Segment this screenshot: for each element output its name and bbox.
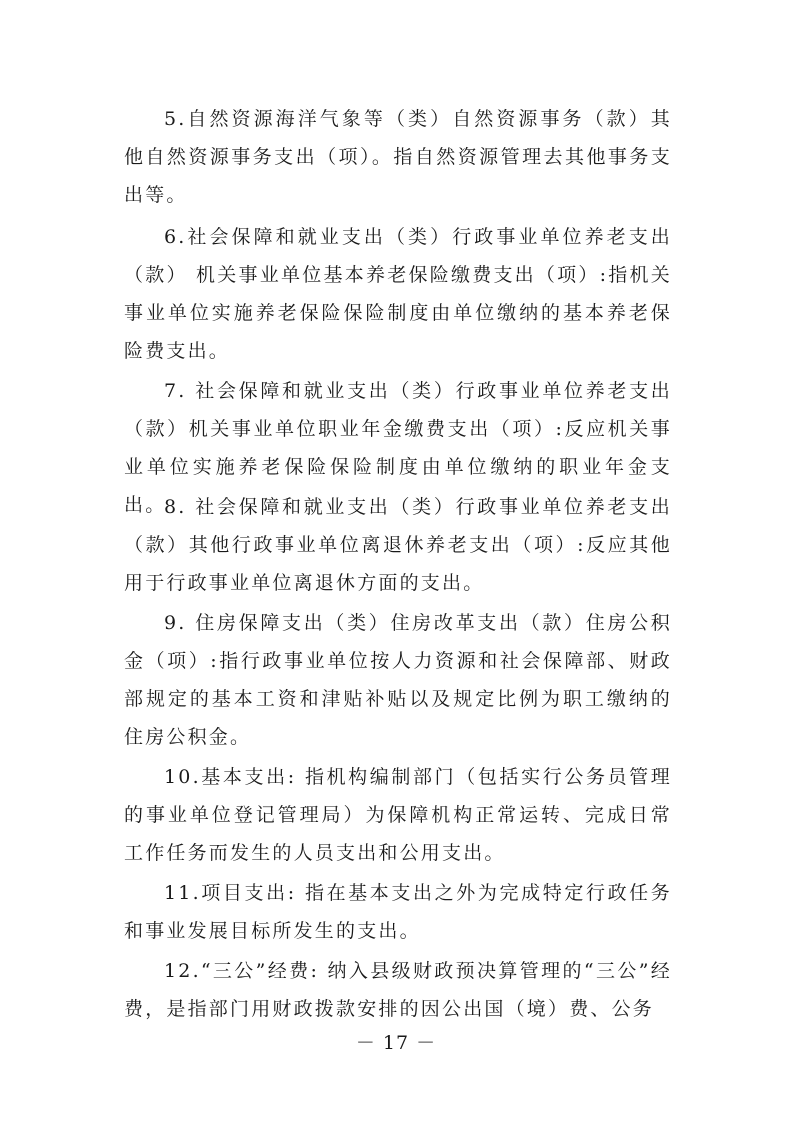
paragraph-item-12: 12.“三公”经费: 纳入县级财政预决算管理的“三公”经费，是指部门用财政拨款安排的因公出国（境）费、公务 [124,960,672,1020]
paragraph-item-11: 11.项目支出: 指在基本支出之外为完成特定行政任务和事业发展目标所发生的支出。 [124,882,672,942]
paragraph-item-10: 10.基本支出: 指机构编制部门（包括实行公务员管理的事业单位登记管理局）为保障机构正常运转、完成日常工作任务而发生的人员支出和公用支出。 [124,766,672,864]
paragraph-item-6: 6.社会保障和就业支出（类）行政事业单位养老支出（款） 机关事业单位基本养老保险缴费支出（项）:指机关事业单位实施养老保险保险制度由单位缴纳的基本养老保险费支出。 [124,226,672,362]
page-number: － 17 － [355,1032,437,1054]
paragraph-item-7: 7. 社会保障和就业支出（类）行政事业单位养老支出（款）机关事业单位职业年金缴费支出（项）:反应机关事业单位实施养老保险保险制度由单位缴纳的职业年金支出。 [124,380,672,516]
paragraph-item-8: 8. 社会保障和就业支出（类）行政事业单位养老支出（款）其他行政事业单位离退休养老支出（项）:反应其他用于行政事业单位离退休方面的支出。 [124,496,672,594]
paragraph-item-9: 9. 住房保障支出（类）住房改革支出（款）住房公积金（项）:指行政事业单位按人力资源和社会保障部、财政部规定的基本工资和津贴补贴以及规定比例为职工缴纳的住房公积金。 [124,612,672,748]
paragraph-item-5: 5.自然资源海洋气象等（类）自然资源事务（款）其他自然资源事务支出（项）。指自然资源管理去其他事务支出等。 [124,108,672,206]
